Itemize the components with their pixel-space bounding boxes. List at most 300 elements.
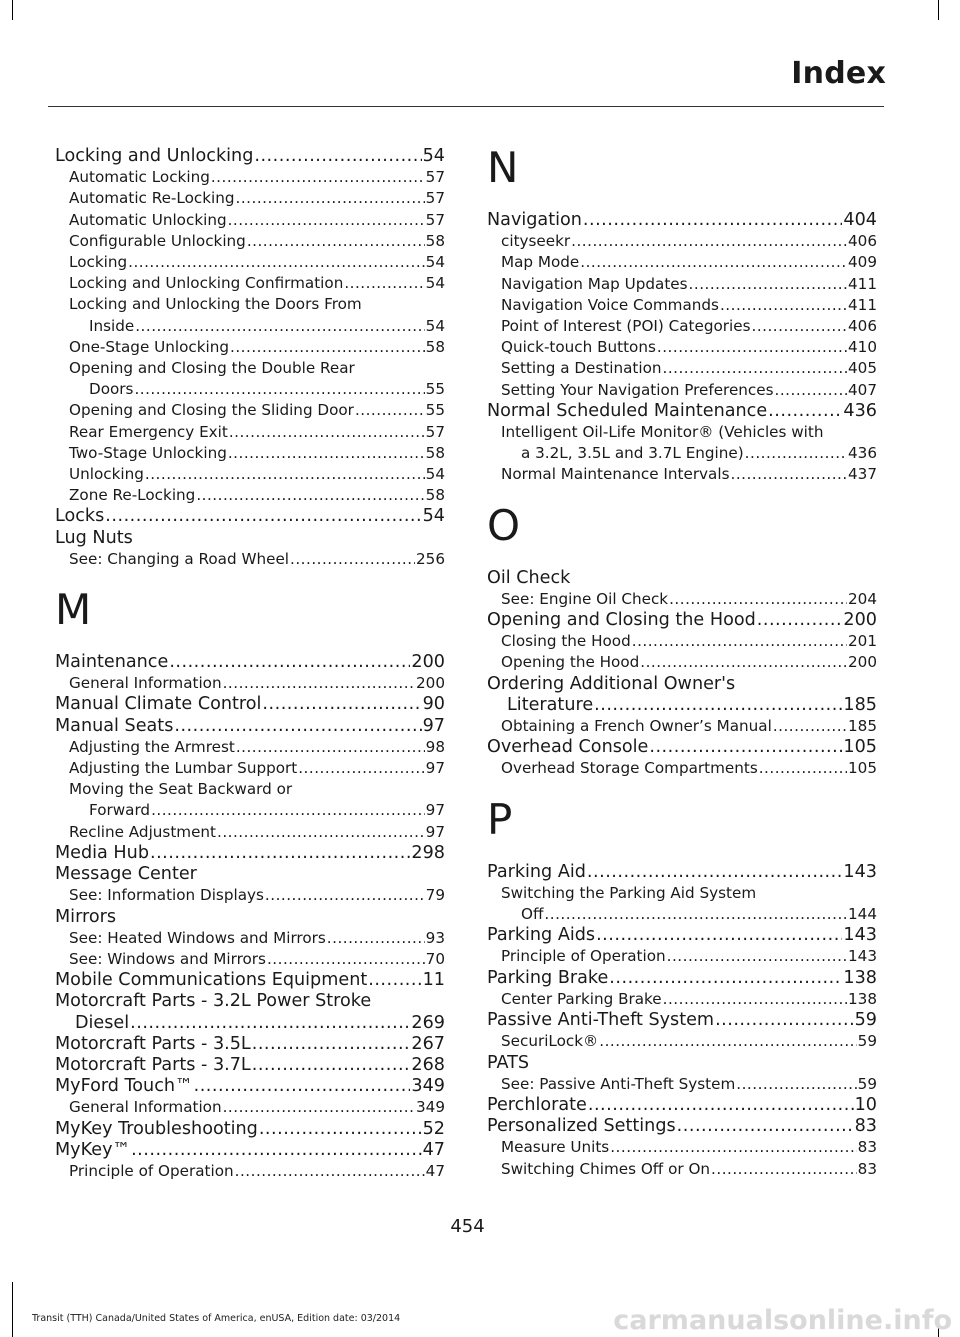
index-subentry (55, 949, 445, 970)
page-reference: 79 (425, 886, 445, 905)
crop-mark-bottom-left (12, 1282, 13, 1337)
page-reference: 57 (425, 168, 445, 187)
index-subentry (55, 379, 445, 400)
page-reference: 98 (425, 737, 445, 756)
dot-leader (757, 610, 843, 631)
entry-text: See: Windows and Mirrors (69, 949, 266, 968)
page-reference: 411 (848, 274, 877, 293)
crop-mark-top-left (12, 0, 13, 20)
entry-text: Passive Anti-Theft System (487, 1010, 715, 1031)
page-reference: 200 (411, 652, 445, 673)
page-reference: 143 (848, 947, 877, 966)
page-reference: 54 (422, 506, 445, 527)
page-reference: 54 (425, 316, 445, 335)
entry-text: General Information (69, 674, 222, 693)
dot-leader (667, 946, 847, 967)
page-reference: 59 (857, 1032, 877, 1051)
entry-text: Perchlorate (487, 1094, 587, 1115)
dot-leader (731, 464, 848, 485)
entry-text: Principle of Operation (501, 947, 666, 966)
index-subentry (55, 252, 445, 273)
index-entry (55, 1055, 445, 1076)
dot-leader (259, 1119, 422, 1140)
page-reference: 144 (848, 905, 877, 924)
dot-leader (344, 273, 424, 294)
page-reference: 97 (422, 715, 445, 736)
index-subentry (55, 316, 445, 337)
index-subentry (487, 316, 877, 337)
entry-text: Diesel (75, 1012, 130, 1033)
entry-text: Adjusting the Lumbar Support (69, 759, 298, 778)
index-subentry (487, 758, 877, 779)
page-reference: 409 (848, 253, 877, 272)
index-subentry (487, 1074, 877, 1095)
index-entry (487, 210, 877, 231)
index-subentry (487, 443, 877, 464)
page-reference: 436 (848, 444, 877, 463)
page-reference: 143 (843, 861, 877, 882)
crop-mark-top-right (938, 0, 939, 20)
page-reference: 105 (848, 759, 877, 778)
index-entry (55, 907, 445, 928)
dot-leader (649, 737, 842, 758)
entry-text: Inside (89, 316, 135, 335)
page-reference: 55 (425, 401, 445, 420)
dot-leader (135, 316, 424, 337)
page-reference: 437 (848, 465, 877, 484)
page-reference: 83 (854, 1116, 877, 1137)
index-subentry (55, 673, 445, 694)
page-reference: 200 (848, 653, 877, 672)
index-entry (55, 970, 445, 991)
dot-leader (254, 146, 421, 167)
entry-text: Setting Your Navigation Preferences (501, 380, 774, 399)
dot-leader (596, 925, 842, 946)
index-entry (487, 674, 877, 695)
dot-leader (773, 716, 847, 737)
entry-text: PATS (487, 1052, 530, 1073)
index-subentry (55, 400, 445, 421)
dot-leader (265, 885, 425, 906)
entry-text: Point of Interest (POI) Categories (501, 317, 751, 336)
dot-leader (228, 210, 425, 231)
index-subentry (487, 274, 877, 295)
entry-text: Locking and Unlocking the Doors From (69, 295, 362, 314)
page-reference: 70 (425, 949, 445, 968)
page-reference: 58 (425, 486, 445, 505)
dot-leader (327, 928, 425, 949)
page-reference: 143 (843, 925, 877, 946)
entry-text: Overhead Storage Compartments (501, 759, 758, 778)
dot-leader (235, 1161, 425, 1182)
dot-leader (230, 337, 425, 358)
page-reference: 90 (422, 694, 445, 715)
dot-leader (745, 443, 847, 464)
entry-text: Switching Chimes Off or On (501, 1159, 711, 1178)
dot-leader (247, 231, 425, 252)
entry-text: Parking Aids (487, 925, 596, 946)
dot-leader (229, 422, 425, 443)
index-entry (487, 1010, 877, 1031)
index-subentry (487, 1159, 877, 1180)
entry-text: Automatic Unlocking (69, 210, 227, 229)
entry-text: Lug Nuts (55, 527, 133, 548)
entry-text: Overhead Console (487, 737, 649, 758)
entry-text: Moving the Seat Backward or (69, 780, 293, 799)
page-reference: 349 (411, 1076, 445, 1097)
entry-text: Navigation Voice Commands (501, 295, 719, 314)
index-entry (487, 968, 877, 989)
index-subentry (55, 822, 445, 843)
entry-text: Opening the Hood (501, 653, 640, 672)
entry-text: Obtaining a French Owner’s Manual (501, 717, 772, 736)
index-entry (487, 1095, 877, 1116)
index-entry (55, 1013, 445, 1034)
entry-text: Motorcraft Parts - 3.7L (55, 1054, 251, 1075)
dot-leader (657, 337, 847, 358)
entry-text: Parking Aid (487, 861, 586, 882)
index-entry (487, 401, 877, 422)
index-column-right (487, 143, 877, 1180)
index-subentry (487, 380, 877, 401)
entry-text: See: Heated Windows and Mirrors (69, 928, 326, 947)
entry-text: Normal Scheduled Maintenance (487, 400, 768, 421)
index-entry (487, 1053, 877, 1074)
dot-leader (298, 758, 424, 779)
dot-leader (236, 188, 425, 209)
index-subentry (487, 1137, 877, 1158)
entry-text: Navigation Map Updates (501, 274, 688, 293)
index-entry (55, 1140, 445, 1161)
page-reference: 57 (425, 189, 445, 208)
index-subentry (487, 883, 877, 904)
page-reference: 58 (425, 443, 445, 462)
page-reference: 97 (425, 759, 445, 778)
index-subentry (55, 231, 445, 252)
dot-leader (609, 968, 842, 989)
dot-leader (669, 589, 847, 610)
page-reference: 138 (848, 989, 877, 1008)
dot-leader (588, 1095, 854, 1116)
entry-text: Mirrors (55, 906, 117, 927)
entry-text: Mobile Communications Equipment (55, 970, 368, 991)
page-title: Index (791, 56, 886, 91)
entry-text: Parking Brake (487, 967, 609, 988)
page-reference: 268 (411, 1054, 445, 1075)
entry-text: See: Engine Oil Check (501, 589, 669, 608)
index-subentry (487, 946, 877, 967)
index-entry (55, 991, 445, 1012)
dot-leader (663, 358, 848, 379)
entry-text: Manual Climate Control (55, 694, 262, 715)
dot-leader (236, 737, 425, 758)
page-reference: 105 (843, 737, 877, 758)
page-reference: 269 (411, 1012, 445, 1033)
index-subentry (487, 716, 877, 737)
entry-text: Opening and Closing the Double Rear (69, 359, 355, 378)
page-reference: 97 (425, 822, 445, 841)
entry-text: Map Mode (501, 253, 580, 272)
entry-text: Forward (89, 801, 151, 820)
dot-leader (169, 652, 410, 673)
dot-leader (150, 843, 410, 864)
index-subentry (55, 337, 445, 358)
dot-leader (594, 695, 842, 716)
index-subentry (487, 252, 877, 273)
index-entry (55, 1076, 445, 1097)
entry-text: Adjusting the Armrest (69, 737, 235, 756)
page-reference: 436 (843, 400, 877, 421)
index-entry (55, 1034, 445, 1055)
index-entry (487, 737, 877, 758)
index-subentry (55, 485, 445, 506)
entry-text: Navigation (487, 210, 582, 230)
dot-leader (689, 274, 847, 295)
entry-text: Motorcraft Parts - 3.2L Power Stroke (55, 991, 372, 1012)
dot-leader (131, 1140, 422, 1161)
index-entry (55, 694, 445, 715)
index-subentry (487, 464, 877, 485)
page-reference: 267 (411, 1033, 445, 1054)
index-subentry (55, 549, 445, 570)
entry-text: Intelligent Oil-Life Monitor® (Vehicles with (501, 423, 824, 442)
index-entry (487, 925, 877, 946)
index-column-left (55, 146, 445, 1182)
index-subentry (55, 273, 445, 294)
dot-leader (217, 822, 425, 843)
page-reference: 204 (848, 589, 877, 608)
page-reference: 185 (848, 717, 877, 736)
dot-leader (599, 1031, 856, 1052)
header-rule (48, 106, 884, 107)
index-entry (487, 695, 877, 716)
index-entry (487, 1116, 877, 1137)
entry-text: Opening and Closing the Sliding Door (69, 401, 354, 420)
dot-leader (252, 1034, 411, 1055)
index-entry (55, 864, 445, 885)
page-reference: 349 (416, 1098, 445, 1117)
dot-leader (610, 1137, 856, 1158)
index-subentry (55, 188, 445, 209)
page-reference: 54 (425, 253, 445, 272)
entry-text: cityseekr (501, 232, 571, 251)
entry-text: Manual Seats (55, 715, 174, 736)
entry-text: Quick-touch Buttons (501, 338, 656, 357)
page-reference: 57 (425, 422, 445, 441)
index-subentry (55, 779, 445, 800)
page-reference: 59 (857, 1074, 877, 1093)
page-reference: 405 (848, 359, 877, 378)
entry-text: Motorcraft Parts - 3.5L (55, 1033, 251, 1054)
dot-leader (145, 464, 425, 485)
index-subentry (55, 358, 445, 379)
page-number: 454 (450, 1216, 485, 1237)
dot-leader (587, 862, 842, 883)
index-subentry (55, 443, 445, 464)
dot-leader (759, 758, 847, 779)
index-section-letter: N (487, 143, 519, 192)
index-subentry (487, 589, 877, 610)
index-subentry (55, 464, 445, 485)
index-subentry (55, 928, 445, 949)
dot-leader (736, 1074, 856, 1095)
page-reference: 256 (416, 549, 445, 568)
entry-text: One-Stage Unlocking (69, 337, 230, 356)
dot-leader (580, 252, 847, 273)
index-subentry (55, 885, 445, 906)
index-subentry (487, 337, 877, 358)
dot-leader (252, 1055, 411, 1076)
entry-text: Two-Stage Unlocking (69, 443, 227, 462)
index-subentry (55, 294, 445, 315)
dot-leader (677, 1116, 854, 1137)
index-subentry (487, 1031, 877, 1052)
page-reference: 201 (848, 632, 877, 651)
entry-text: MyKey™ (55, 1139, 131, 1160)
index-entry (55, 652, 445, 673)
page-reference: 410 (848, 338, 877, 357)
index-entry (55, 506, 445, 527)
index-subentry (55, 167, 445, 188)
dot-leader (290, 549, 415, 570)
page-reference: 97 (425, 801, 445, 820)
index-entry (55, 843, 445, 864)
index-section-letter: P (487, 794, 513, 844)
entry-text: Measure Units (501, 1138, 610, 1157)
entry-text: Zone Re-Locking (69, 486, 196, 505)
entry-text: Configurable Unlocking (69, 231, 246, 250)
index-subentry (55, 737, 445, 758)
page-reference: 47 (425, 1161, 445, 1180)
page-reference: 200 (416, 674, 445, 693)
dot-leader (768, 401, 842, 422)
page-reference: 57 (425, 210, 445, 229)
page-reference: 54 (425, 465, 445, 484)
dot-leader (752, 316, 848, 337)
page-reference: 407 (848, 380, 877, 399)
page-reference: 83 (857, 1138, 877, 1157)
dot-leader (544, 904, 847, 925)
dot-leader (368, 970, 421, 991)
page-reference: 185 (843, 694, 877, 715)
index-entry (55, 528, 445, 549)
entry-text: Locks (55, 506, 105, 527)
entry-text: Locking (69, 253, 128, 272)
index-subentry (487, 904, 877, 925)
page-reference: 59 (854, 1010, 877, 1031)
entry-text: Media Hub (55, 842, 149, 863)
index-subentry (55, 210, 445, 231)
footer-edition-info: Transit (TTH) Canada/United States of America, enUSA, Edition date: 03/2014 (32, 1313, 401, 1324)
entry-text: See: Passive Anti-Theft System (501, 1074, 736, 1093)
entry-text: Unlocking (69, 465, 144, 484)
dot-leader (663, 989, 847, 1010)
index-subentry (487, 989, 877, 1010)
index-subentry (487, 652, 877, 673)
entry-text: Personalized Settings (487, 1116, 676, 1137)
entry-text: Switching the Parking Aid System (501, 883, 757, 902)
dot-leader (228, 443, 425, 464)
index-entry (55, 1119, 445, 1140)
entry-text: MyFord Touch™ (55, 1076, 193, 1097)
page-reference: 406 (848, 317, 877, 336)
dot-leader (267, 949, 425, 970)
page-reference: 411 (848, 295, 877, 314)
dot-leader (194, 1076, 411, 1097)
index-subentry (487, 231, 877, 252)
index-subentry (55, 422, 445, 443)
dot-leader (105, 506, 421, 527)
index-subentry (487, 358, 877, 379)
page-reference: 54 (425, 274, 445, 293)
entry-text: Doors (89, 380, 134, 399)
page-reference: 11 (422, 970, 445, 991)
index-section-letter: O (487, 500, 521, 550)
index-subentry (487, 295, 877, 316)
dot-leader (775, 380, 847, 401)
index-subentry (55, 800, 445, 821)
page-reference: 138 (843, 967, 877, 988)
page-reference: 93 (425, 928, 445, 947)
entry-text: General Information (69, 1098, 222, 1117)
entry-text: Literature (507, 694, 594, 715)
dot-leader (174, 716, 421, 737)
page-reference: 52 (422, 1118, 445, 1139)
dot-leader (720, 295, 847, 316)
dot-leader (223, 673, 415, 694)
page-reference: 58 (425, 337, 445, 356)
entry-text: Locking and Unlocking (55, 146, 254, 166)
entry-text: Maintenance (55, 652, 169, 673)
page-reference: 55 (425, 380, 445, 399)
index-subentry (487, 422, 877, 443)
index-entry (55, 146, 445, 167)
entry-text: See: Information Displays (69, 886, 264, 905)
page-reference: 47 (422, 1139, 445, 1160)
dot-leader (128, 252, 425, 273)
entry-text: MyKey Troubleshooting (55, 1118, 258, 1139)
index-section-letter: M (55, 585, 92, 635)
entry-text: Oil Check (487, 567, 571, 588)
entry-text: SecuriLock® (501, 1032, 599, 1051)
entry-text: Closing the Hood (501, 632, 631, 651)
dot-leader (711, 1159, 857, 1180)
entry-text: Automatic Locking (69, 168, 210, 187)
entry-text: Opening and Closing the Hood (487, 610, 756, 631)
dot-leader (715, 1010, 854, 1031)
entry-text: Ordering Additional Owner's (487, 673, 736, 694)
dot-leader (196, 485, 424, 506)
dot-leader (632, 631, 847, 652)
page-reference: 10 (854, 1094, 877, 1115)
entry-text: Setting a Destination (501, 359, 662, 378)
page-reference: 58 (425, 231, 445, 250)
index-subentry (55, 758, 445, 779)
dot-leader (211, 167, 425, 188)
dot-leader (151, 800, 425, 821)
page-reference: 54 (422, 146, 445, 166)
entry-text: Recline Adjustment (69, 822, 216, 841)
entry-text: Message Center (55, 864, 197, 885)
entry-text: Off (521, 905, 544, 924)
index-entry (487, 610, 877, 631)
page-reference: 406 (848, 232, 877, 251)
dot-leader (130, 1013, 410, 1034)
entry-text: See: Changing a Road Wheel (69, 549, 290, 568)
entry-text: Rear Emergency Exit (69, 422, 228, 441)
index-subentry (55, 1097, 445, 1118)
page-reference: 200 (843, 610, 877, 631)
